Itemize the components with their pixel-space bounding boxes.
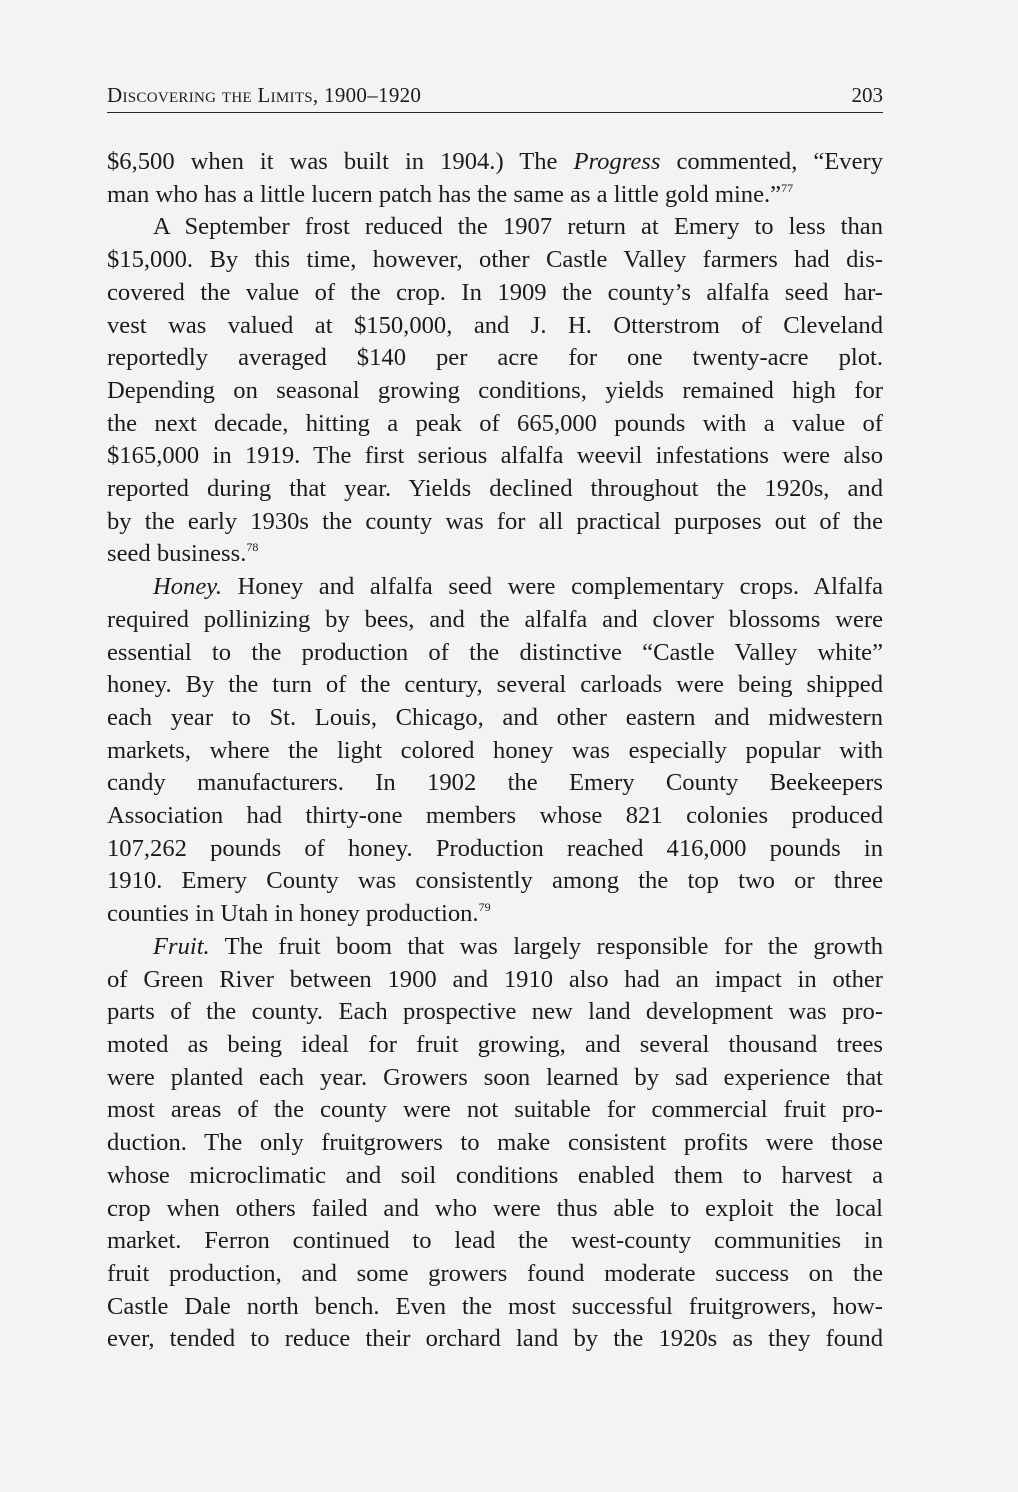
text-line: counties in Utah in honey production.$^{79}$ <box>107 900 491 928</box>
text-line: $165,000 in 1919. The first serious alfalfa weevil infestations were also <box>107 442 883 470</box>
text-line: fruit production, and some growers found moderate success on the <box>107 1259 883 1287</box>
text-line: duction. The only fruitgrowers to make consistent profits were those <box>107 1129 883 1157</box>
text-line: each year to St. Louis, Chicago, and other eastern and midwestern <box>107 703 883 731</box>
text-line: Depending on seasonal growing conditions, yields remained high for <box>107 376 883 404</box>
running-title: Discovering the Limits, 1900–1920 <box>107 83 422 107</box>
section-run-in-head: Fruit. <box>153 932 210 960</box>
text-line: Association had thirty-one members whose 821 colonies produced <box>107 802 883 830</box>
text-line: man who has a little lucern patch has the same as a little gold mine.”$^{77}$ <box>107 180 794 208</box>
text-line: reportedly averaged $140 per acre for one twenty-acre plot. <box>107 344 883 372</box>
text-line: Honey. Honey and alfalfa seed were complementary crops. Alfalfa <box>153 573 883 601</box>
text-line: honey. By the turn of the century, several carloads were being shipped <box>107 671 883 699</box>
footnote-ref: 79 <box>478 900 491 915</box>
text-line: of Green River between 1900 and 1910 also had an impact in other <box>107 965 883 993</box>
text-line: Fruit. The fruit boom that was largely responsible for the growth <box>153 932 883 960</box>
text-line: 107,262 pounds of honey. Production reached 416,000 pounds in <box>107 834 883 862</box>
footnote-ref: 78 <box>246 540 259 555</box>
text-line: most areas of the county were not suitable for commercial fruit pro- <box>107 1096 883 1124</box>
text-line: $15,000. By this time, however, other Castle Valley farmers had dis- <box>107 246 883 274</box>
text-line: Castle Dale north bench. Even the most successful fruitgrowers, how- <box>107 1292 883 1320</box>
body-text <box>107 146 883 1356</box>
running-head <box>107 82 883 113</box>
text-line: market. Ferron continued to lead the west-county communities in <box>107 1227 883 1255</box>
text-line: moted as being ideal for fruit growing, and several thousand trees <box>107 1030 883 1058</box>
text-line: covered the value of the crop. In 1909 the county’s alfalfa seed har- <box>107 278 883 306</box>
text-line: seed business.$^{78}$ <box>107 540 259 568</box>
text-line: by the early 1930s the county was for all practical purposes out of the <box>107 507 883 535</box>
section-run-in-head: Honey. <box>153 573 222 601</box>
footnote-ref: 77 <box>781 180 794 195</box>
page-number: 203 <box>851 83 883 107</box>
text-line: required pollinizing by bees, and the alfalfa and clover blossoms were <box>107 605 883 633</box>
text-line: candy manufacturers. In 1902 the Emery County Beekeepers <box>107 769 883 797</box>
text-line: A September frost reduced the 1907 return at Emery to less than <box>153 213 883 241</box>
text-line: whose microclimatic and soil conditions enabled them to harvest a <box>107 1161 883 1189</box>
text-line: ever, tended to reduce their orchard land by the 1920s as they found <box>107 1325 883 1353</box>
text-line: $6,500 when it was built in 1904.) The Progress commented, “Every <box>107 148 883 175</box>
text-line: markets, where the light colored honey was especially popular with <box>107 736 883 764</box>
text-line: 1910. Emery County was consistently among the top two or three <box>107 867 883 895</box>
text-line: were planted each year. Growers soon learned by sad experience that <box>107 1063 883 1091</box>
text-line: reported during that year. Yields declined throughout the 1920s, and <box>107 475 883 503</box>
text-line: parts of the county. Each prospective new land development was pro- <box>107 998 883 1026</box>
text-line: vest was valued at $150,000, and J. H. Otterstrom of Cleveland <box>107 311 883 339</box>
text-line: crop when others failed and who were thus able to exploit the local <box>107 1194 883 1222</box>
text-line: essential to the production of the distinctive “Castle Valley white” <box>107 638 883 666</box>
text-line: the next decade, hitting a peak of 665,000 pounds with a value of <box>107 409 883 437</box>
